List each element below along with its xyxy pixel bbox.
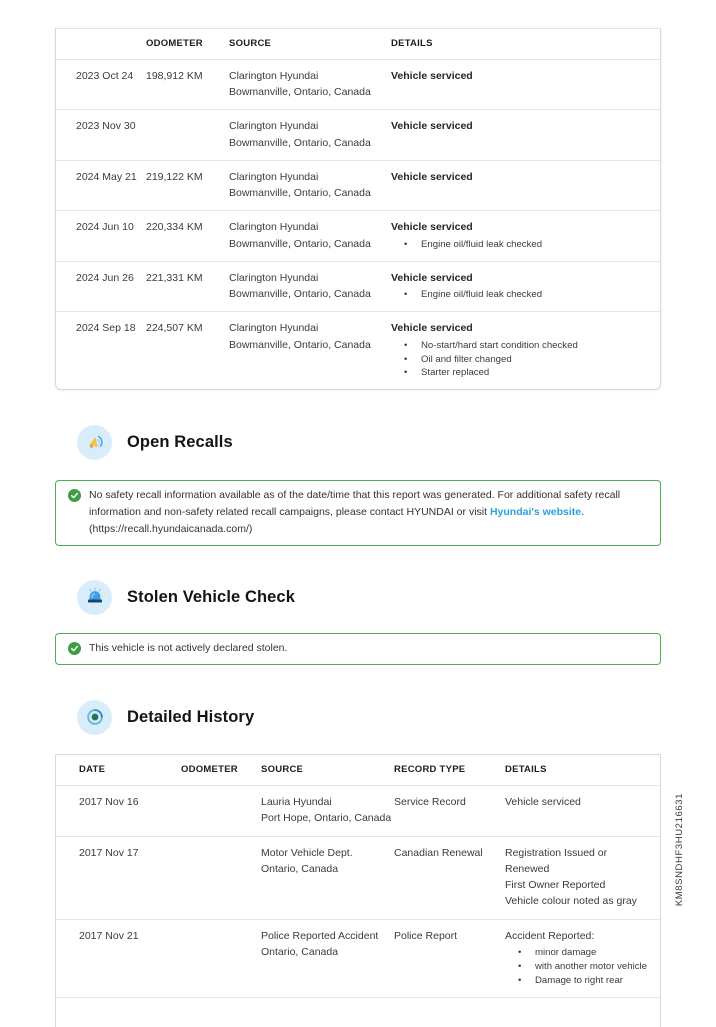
hyundai-website-link[interactable]: Hyundai's website.	[489, 506, 585, 519]
details-title: Vehicle serviced	[391, 170, 473, 183]
record-source	[229, 169, 391, 202]
service-record-row	[56, 210, 660, 261]
record-source	[229, 320, 391, 380]
service-records-table	[55, 28, 661, 390]
record-details	[505, 845, 660, 910]
record-details	[391, 68, 660, 101]
record-date: 2017 Nov 16	[79, 796, 139, 809]
record-type: Canadian Renewal	[394, 846, 483, 859]
record-odometer: 198,912 KM	[146, 69, 203, 82]
details-title: Vehicle serviced	[391, 69, 473, 82]
service-record-row	[56, 160, 660, 211]
partial-row-cutoff	[56, 997, 660, 1027]
source-location: Bowmanville, Ontario, Canada	[229, 338, 371, 351]
record-odometer	[181, 845, 261, 910]
column-header-source: SOURCE	[261, 764, 304, 776]
record-source	[261, 794, 394, 827]
stolen-status-notice	[55, 633, 661, 665]
history-table-body	[56, 785, 660, 997]
recall-notice-text	[89, 487, 648, 538]
details-bullet-list	[391, 238, 650, 252]
details-title: Vehicle serviced	[391, 221, 473, 234]
record-odometer	[181, 794, 261, 827]
record-type: Service Record	[394, 796, 466, 809]
detail-line: Vehicle colour noted as gray	[505, 895, 637, 908]
record-odometer	[181, 928, 261, 988]
record-date: 2023 Nov 30	[76, 120, 136, 133]
record-odometer: 221,331 KM	[146, 271, 203, 284]
source-location: Bowmanville, Ontario, Canada	[229, 85, 371, 98]
stolen-notice-text: This vehicle is not actively declared stolen.	[89, 642, 288, 655]
detail-bullet: • Starter replaced	[391, 366, 650, 380]
source-location: Bowmanville, Ontario, Canada	[229, 237, 371, 250]
detail-bullet: • Damage to right rear	[505, 974, 652, 988]
record-source	[229, 270, 391, 303]
details-bullet-list	[391, 339, 650, 381]
record-details	[391, 118, 660, 151]
source-location: Port Hope, Ontario, Canada	[261, 812, 392, 825]
source-location: Ontario, Canada	[261, 862, 339, 875]
source-name: Clarington Hyundai	[229, 120, 319, 133]
section-title-stolen-vehicle: Stolen Vehicle Check	[127, 587, 295, 606]
record-type: Police Report	[394, 929, 458, 942]
detail-bullet: • No-start/hard start condition checked	[391, 339, 650, 353]
record-source	[229, 219, 391, 252]
details-lines	[505, 794, 652, 810]
section-title-open-recalls: Open Recalls	[127, 432, 233, 451]
record-details	[391, 169, 660, 202]
source-name: Clarington Hyundai	[229, 271, 319, 284]
record-date: 2017 Nov 21	[79, 929, 139, 942]
column-header-odometer: ODOMETER	[181, 764, 238, 776]
detail-bullet: • with another motor vehicle	[505, 960, 652, 974]
column-header-details: DETAILS	[391, 38, 433, 49]
detailed-history-table	[55, 754, 661, 1026]
column-header-odometer: ODOMETER	[146, 38, 203, 49]
service-record-row	[56, 261, 660, 312]
report-content-column	[55, 28, 661, 1027]
record-odometer: 219,122 KM	[146, 170, 203, 183]
check-circle-icon	[68, 642, 81, 655]
megaphone-icon	[77, 425, 112, 460]
detailed-history-section-header	[55, 699, 661, 735]
siren-icon	[77, 580, 112, 615]
record-details	[391, 270, 660, 303]
column-header-record-type: RECORD TYPE	[394, 764, 466, 776]
vin-vertical-label: KM8SNDHF3HU216631	[674, 793, 685, 907]
detail-bullet: • minor damage	[505, 946, 652, 960]
detail-line: Registration Issued or Renewed	[505, 846, 608, 875]
recall-text-after-link: (https://recall.hyundaicanada.com/)	[89, 523, 253, 536]
check-circle-icon	[68, 489, 81, 502]
source-name: Lauria Hyundai	[261, 796, 332, 809]
service-record-row	[56, 109, 660, 160]
detail-line: Vehicle serviced	[505, 796, 581, 809]
source-location: Bowmanville, Ontario, Canada	[229, 187, 371, 200]
details-bullet-list	[505, 946, 652, 988]
column-header-details: DETAILS	[505, 764, 547, 776]
source-location: Bowmanville, Ontario, Canada	[229, 136, 371, 149]
source-location: Bowmanville, Ontario, Canada	[229, 288, 371, 301]
service-table-header-row	[56, 29, 660, 59]
source-name: Clarington Hyundai	[229, 170, 319, 183]
details-lines	[505, 845, 652, 910]
section-title-detailed-history: Detailed History	[127, 707, 255, 726]
source-location: Ontario, Canada	[261, 945, 339, 958]
stolen-vehicle-section-header	[55, 579, 661, 615]
record-source	[261, 845, 394, 910]
open-recalls-section-header	[55, 424, 661, 460]
details-title: Vehicle serviced	[391, 271, 473, 284]
record-details	[505, 794, 660, 827]
detail-bullet: • Engine oil/fluid leak checked	[391, 288, 650, 302]
column-header-date: DATE	[79, 764, 106, 776]
history-table-header-row	[56, 755, 660, 785]
column-header-date	[76, 37, 146, 52]
record-source	[229, 68, 391, 101]
source-name: Clarington Hyundai	[229, 322, 319, 335]
record-details	[505, 928, 660, 988]
detail-bullet: • Engine oil/fluid leak checked	[391, 238, 650, 252]
record-details	[391, 219, 660, 252]
history-record-row	[56, 919, 660, 997]
record-date: 2024 Sep 18	[76, 322, 136, 335]
source-name: Clarington Hyundai	[229, 69, 319, 82]
record-odometer	[146, 118, 229, 151]
record-date: 2024 Jun 26	[76, 271, 134, 284]
source-name: Motor Vehicle Dept.	[261, 846, 353, 859]
record-source	[229, 118, 391, 151]
service-record-row	[56, 59, 660, 110]
record-date: 2024 Jun 10	[76, 221, 134, 234]
record-date: 2024 May 21	[76, 170, 137, 183]
history-record-row	[56, 785, 660, 836]
service-table-body	[56, 59, 660, 390]
detail-line: First Owner Reported	[505, 879, 606, 892]
details-title: Vehicle serviced	[391, 120, 473, 133]
source-name: Clarington Hyundai	[229, 221, 319, 234]
details-title: Vehicle serviced	[391, 322, 473, 335]
source-name: Police Reported Accident	[261, 929, 379, 942]
record-details	[391, 320, 660, 380]
detail-bullet: • Oil and filter changed	[391, 353, 650, 367]
history-clock-icon	[77, 700, 112, 735]
recall-text-before-link: No safety recall information available as of the date/time that this report was generated. For additional safety recall information and non-safety related recall campaigns, please contact HYUNDAI or visit	[89, 489, 621, 519]
record-odometer: 224,507 KM	[146, 322, 203, 335]
details-lines	[505, 928, 652, 944]
record-odometer: 220,334 KM	[146, 221, 203, 234]
service-record-row	[56, 311, 660, 389]
recall-status-notice	[55, 480, 661, 546]
record-source	[261, 928, 394, 988]
history-record-row	[56, 836, 660, 919]
record-date: 2017 Nov 17	[79, 846, 139, 859]
detail-line: Accident Reported:	[505, 929, 595, 942]
column-header-source: SOURCE	[229, 38, 272, 49]
details-bullet-list	[391, 288, 650, 302]
record-date: 2023 Oct 24	[76, 69, 134, 82]
